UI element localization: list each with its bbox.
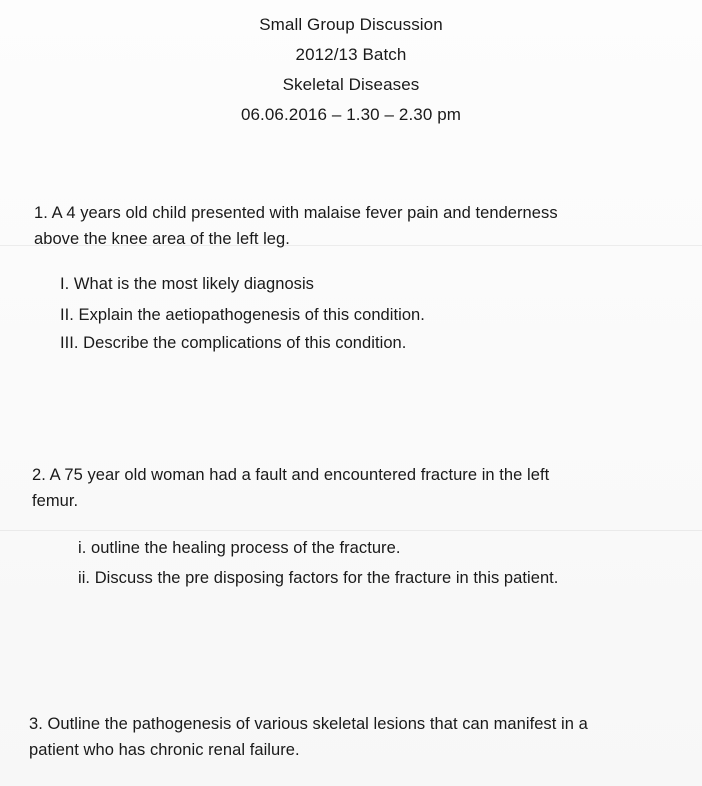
question-2-line-2: femur.: [32, 492, 79, 510]
question-1: [34, 200, 558, 252]
header-topic: Skeletal Diseases: [282, 75, 420, 94]
header-title: Small Group Discussion: [259, 15, 443, 34]
question-2-line-1: 2. A 75 year old woman had a fault and encountered fracture in the left: [32, 466, 550, 484]
header-batch: 2012/13 Batch: [295, 45, 407, 64]
question-1-part-i: I. What is the most likely diagnosis: [60, 275, 314, 293]
question-1-part-ii: II. Explain the aetiopathogenesis of this condition.: [60, 306, 425, 324]
question-1-part-iii: III. Describe the complications of this condition.: [60, 334, 407, 352]
question-1-line-1: 1. A 4 years old child presented with malaise fever pain and tenderness: [34, 204, 558, 222]
question-2-part-i: i. outline the healing process of the fracture.: [78, 539, 401, 557]
question-1-line-2: above the knee area of the left leg.: [34, 230, 290, 248]
document-header: [0, 10, 702, 130]
question-3: [29, 711, 588, 763]
question-3-line-1: 3. Outline the pathogenesis of various skeletal lesions that can manifest in a: [29, 715, 588, 733]
paper-fold-line: [0, 530, 702, 531]
question-3-line-2: patient who has chronic renal failure.: [29, 741, 300, 759]
question-2-part-ii: ii. Discuss the pre disposing factors for the fracture in this patient.: [78, 569, 559, 587]
header-date-time: 06.06.2016 – 1.30 – 2.30 pm: [240, 105, 462, 124]
question-2: [32, 462, 549, 514]
